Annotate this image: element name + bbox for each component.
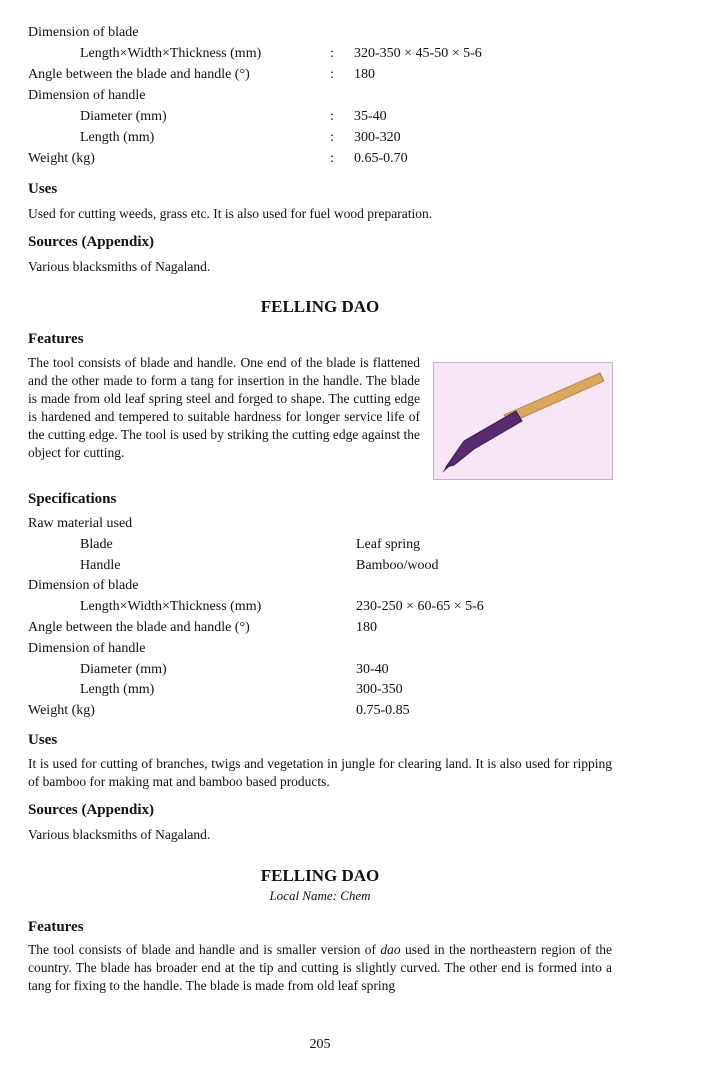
length-value: 300-350 [356, 682, 403, 697]
lwt-value: 230-250 × 60-65 × 5-6 [356, 599, 484, 614]
diameter-value: 35-40 [354, 109, 387, 124]
dimension-of-blade-label: Dimension of blade [28, 25, 139, 40]
diameter-label: Diameter (mm) [80, 662, 167, 677]
angle-value: 180 [356, 620, 377, 635]
colon: : [330, 46, 334, 61]
weight-label: Weight (kg) [28, 703, 95, 718]
uses-text: It is used for cutting of branches, twigs and vegetation in jungle for clearing land. It is also used for ripping of bamboo for making mat and bamboo based products. [28, 756, 612, 789]
colon: : [330, 109, 334, 124]
felling-dao-photo [433, 362, 613, 480]
colon: : [330, 130, 334, 145]
dimension-of-handle-label: Dimension of handle [28, 641, 146, 656]
page-number: 205 [309, 1037, 331, 1052]
colon: : [330, 151, 334, 166]
angle-label: Angle between the blade and handle (°) [28, 67, 250, 82]
raw-material-label: Raw material used [28, 516, 133, 531]
weight-value: 0.65-0.70 [354, 151, 408, 166]
specifications-heading: Specifications [28, 491, 117, 507]
weight-value: 0.75-0.85 [356, 703, 410, 718]
sources-heading: Sources (Appendix) [28, 234, 154, 250]
uses-heading: Uses [28, 732, 58, 748]
length-label: Length (mm) [80, 682, 155, 697]
diameter-value: 30-40 [356, 662, 389, 677]
weight-label: Weight (kg) [28, 151, 95, 166]
sources-heading: Sources (Appendix) [28, 802, 154, 818]
dimension-of-handle-label: Dimension of handle [28, 88, 146, 103]
blade-label: Blade [80, 537, 113, 552]
features-heading: Features [28, 331, 84, 347]
section-title: FELLING DAO [260, 297, 380, 316]
handle-value: Bamboo/wood [356, 558, 439, 573]
uses-text: Used for cutting weeds, grass etc. It is also used for fuel wood preparation. [28, 206, 433, 221]
length-label: Length (mm) [80, 130, 155, 145]
features-text-part: The tool consists of blade and handle and is smaller version of [28, 942, 381, 957]
sources-text: Various blacksmiths of Nagaland. [28, 827, 211, 842]
felling-dao-illustration [434, 363, 612, 479]
colon: : [330, 67, 334, 82]
features-text-italic: dao [380, 942, 401, 957]
features-heading: Features [28, 919, 84, 935]
dimension-of-blade-label: Dimension of blade [28, 578, 139, 593]
lwt-label: Length×Width×Thickness (mm) [80, 599, 262, 614]
handle-label: Handle [80, 558, 121, 573]
sources-text: Various blacksmiths of Nagaland. [28, 259, 211, 274]
angle-label: Angle between the blade and handle (°) [28, 620, 250, 635]
lwt-value: 320-350 × 45-50 × 5-6 [354, 46, 482, 61]
features-text [28, 941, 612, 995]
features-text-part: used in the northeastern region of the country. The blade has broader end at the tip and cutting is slightly curved. The other end is formed into a tang for fixing to the handle. The blade is made from old leaf spring [28, 942, 612, 993]
length-value: 300-320 [354, 130, 401, 145]
diameter-label: Diameter (mm) [80, 109, 167, 124]
uses-heading: Uses [28, 181, 58, 197]
blade-value: Leaf spring [356, 537, 421, 552]
lwt-label: Length×Width×Thickness (mm) [80, 46, 262, 61]
section-title: FELLING DAO [260, 866, 380, 885]
angle-value: 180 [354, 67, 375, 82]
features-text: The tool consists of blade and handle. One end of the blade is flattened and the other made to form a tang for insertion in the handle. The blade is made from old leaf spring steel and forged to shape. The cutting edge is hardened and tempered to suitable hardness for longer service life of the cutting edge. The tool is used by striking the cutting edge against the object for cutting. [28, 355, 420, 460]
local-name: Local Name: Chem [269, 888, 371, 903]
